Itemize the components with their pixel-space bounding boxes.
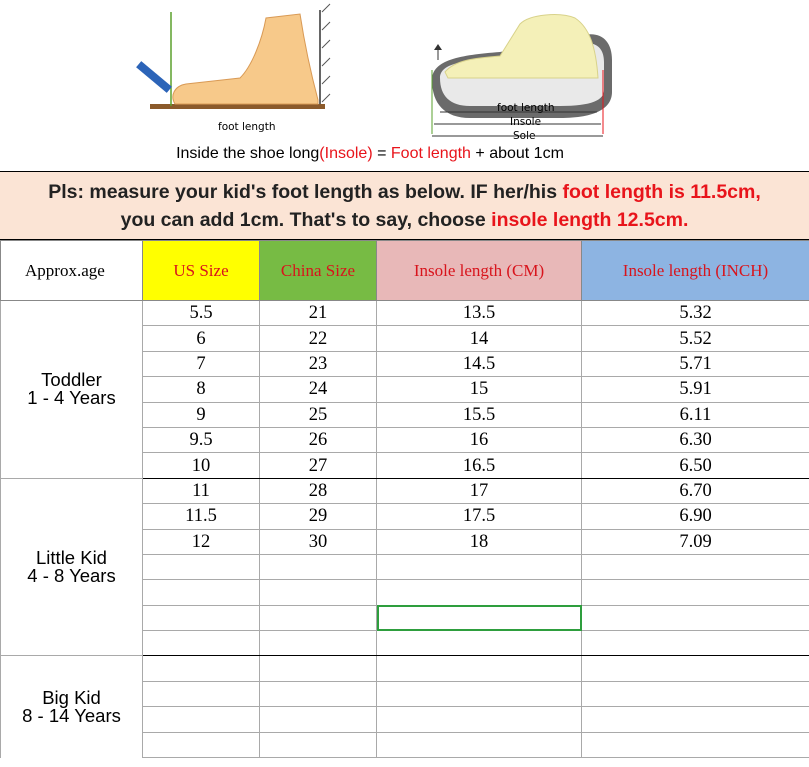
cell-us-size[interactable]: 8: [143, 377, 260, 402]
cell-insole-inch[interactable]: 5.52: [582, 326, 809, 351]
cell-insole-inch[interactable]: [582, 707, 809, 732]
table-row: [1, 656, 809, 681]
cell-insole-cm[interactable]: [377, 580, 582, 605]
age-group-toddler: Toddler 1 - 4 Years: [1, 301, 143, 479]
foot-in-shoe: [445, 15, 598, 78]
header-us-size: US Size: [143, 241, 260, 301]
cell-us-size[interactable]: 5.5: [143, 301, 260, 326]
sole-label: Sole: [513, 130, 536, 142]
age-group-big-kid: Big Kid 8 - 14 Years: [1, 656, 143, 758]
cell-china-size[interactable]: [260, 605, 377, 630]
selected-cell[interactable]: [377, 605, 582, 630]
cell-china-size[interactable]: 30: [260, 529, 377, 554]
foot-length-label-right: foot length: [497, 102, 555, 114]
cell-china-size[interactable]: [260, 580, 377, 605]
cell-china-size[interactable]: 26: [260, 427, 377, 452]
cell-us-size[interactable]: [143, 631, 260, 656]
cell-insole-cm[interactable]: 13.5: [377, 301, 582, 326]
cell-china-size[interactable]: [260, 656, 377, 681]
cell-china-size[interactable]: 28: [260, 478, 377, 503]
cell-us-size[interactable]: 7: [143, 351, 260, 376]
cell-china-size[interactable]: [260, 681, 377, 706]
cell-insole-inch[interactable]: [582, 605, 809, 630]
cell-insole-inch[interactable]: 5.71: [582, 351, 809, 376]
cell-us-size[interactable]: 11.5: [143, 504, 260, 529]
cell-us-size[interactable]: [143, 681, 260, 706]
cell-insole-cm[interactable]: 18: [377, 529, 582, 554]
cell-us-size[interactable]: [143, 656, 260, 681]
cell-us-size[interactable]: [143, 707, 260, 732]
cell-insole-inch[interactable]: [582, 631, 809, 656]
shoe-section-diagram: [432, 15, 612, 142]
cell-china-size[interactable]: 25: [260, 402, 377, 427]
cell-insole-cm[interactable]: 16: [377, 427, 582, 452]
cell-us-size[interactable]: [143, 554, 260, 579]
header-approx-age: Approx.age: [1, 241, 143, 301]
measurement-illustration: [0, 0, 809, 172]
cell-insole-cm[interactable]: [377, 707, 582, 732]
measure-notice: [0, 172, 809, 240]
cell-china-size[interactable]: [260, 554, 377, 579]
cell-insole-cm[interactable]: [377, 681, 582, 706]
cell-us-size[interactable]: 10: [143, 453, 260, 478]
cell-insole-inch[interactable]: 6.90: [582, 504, 809, 529]
notice-line-1: Pls: measure your kid's foot length as below. IF her/his foot length is 11.5cm,: [48, 181, 761, 203]
pencil: [136, 61, 172, 93]
cell-us-size[interactable]: 9.5: [143, 427, 260, 452]
cell-china-size[interactable]: 27: [260, 453, 377, 478]
cell-insole-cm[interactable]: [377, 554, 582, 579]
cell-insole-inch[interactable]: 6.70: [582, 478, 809, 503]
cell-china-size[interactable]: 24: [260, 377, 377, 402]
floor-board: [150, 104, 325, 109]
cell-china-size[interactable]: 29: [260, 504, 377, 529]
header-china-size: China Size: [260, 241, 377, 301]
size-table: [0, 240, 809, 758]
cell-insole-inch[interactable]: [582, 681, 809, 706]
cell-insole-inch[interactable]: 5.32: [582, 301, 809, 326]
cell-insole-inch[interactable]: 5.91: [582, 377, 809, 402]
cell-insole-cm[interactable]: 14.5: [377, 351, 582, 376]
cell-insole-cm[interactable]: 15.5: [377, 402, 582, 427]
cell-insole-inch[interactable]: [582, 554, 809, 579]
cell-insole-inch[interactable]: 6.50: [582, 453, 809, 478]
cell-insole-cm[interactable]: 14: [377, 326, 582, 351]
cell-us-size[interactable]: [143, 605, 260, 630]
cell-china-size[interactable]: [260, 707, 377, 732]
age-group-little-kid: Little Kid 4 - 8 Years: [1, 478, 143, 656]
cell-insole-cm[interactable]: [377, 631, 582, 656]
cell-insole-cm[interactable]: 17.5: [377, 504, 582, 529]
foot-measure-diagram: [136, 4, 330, 133]
cell-insole-cm[interactable]: 15: [377, 377, 582, 402]
insole-label: Insole: [510, 116, 542, 128]
cell-us-size[interactable]: 12: [143, 529, 260, 554]
foot-length-label-left: foot length: [218, 121, 276, 133]
cell-insole-inch[interactable]: 7.09: [582, 529, 809, 554]
cell-insole-inch[interactable]: [582, 656, 809, 681]
cell-us-size[interactable]: 11: [143, 478, 260, 503]
cell-us-size[interactable]: [143, 580, 260, 605]
cell-insole-inch[interactable]: [582, 580, 809, 605]
cell-china-size[interactable]: [260, 732, 377, 757]
cell-china-size[interactable]: 21: [260, 301, 377, 326]
cell-china-size[interactable]: 22: [260, 326, 377, 351]
cell-insole-inch[interactable]: [582, 732, 809, 757]
cell-insole-cm[interactable]: 17: [377, 478, 582, 503]
cell-us-size[interactable]: 9: [143, 402, 260, 427]
table-row: [1, 478, 809, 503]
header-insole-cm: Insole length (CM): [377, 241, 582, 301]
table-header-row: [1, 241, 809, 301]
cell-china-size[interactable]: 23: [260, 351, 377, 376]
illustration-caption: Inside the shoe long(Insole) = Foot length + about 1cm: [176, 145, 564, 162]
cell-us-size[interactable]: [143, 732, 260, 757]
cell-china-size[interactable]: [260, 631, 377, 656]
cell-insole-inch[interactable]: 6.30: [582, 427, 809, 452]
cell-insole-cm[interactable]: [377, 732, 582, 757]
cell-insole-inch[interactable]: 6.11: [582, 402, 809, 427]
foot-shape: [173, 14, 318, 104]
notice-line-2: you can add 1cm. That's to say, choose insole length 12.5cm.: [120, 209, 689, 231]
cell-insole-cm[interactable]: 16.5: [377, 453, 582, 478]
header-insole-inch: Insole length (INCH): [582, 241, 809, 301]
table-row: [1, 301, 809, 326]
cell-us-size[interactable]: 6: [143, 326, 260, 351]
cell-insole-cm[interactable]: [377, 656, 582, 681]
